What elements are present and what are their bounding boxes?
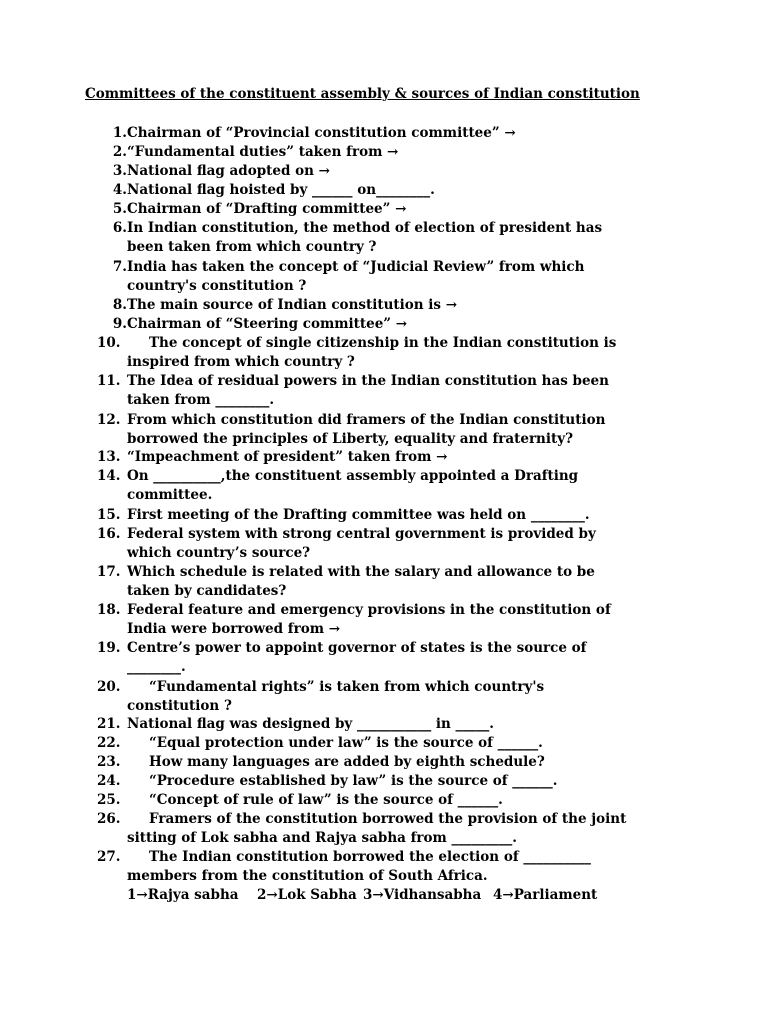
question-text: Centre’s power to appoint governor of states is the source of ________. [127,640,587,676]
question-text: India has taken the concept of “Judicial Review” from which country's constitution ? [127,259,585,295]
question-text: Chairman of “Provincial constitution committee” → [127,125,516,141]
option-2: 2→Lok Sabha [257,887,357,903]
question-item [97,315,637,334]
question-number: 11. [97,373,121,389]
question-text: How many languages are added by eighth schedule? [149,754,545,770]
question-number: 26. [97,811,121,827]
option-4: 4→Parliament [493,887,598,903]
question-number: 19. [97,640,121,656]
question-item [97,639,637,677]
question-number: 9. [112,316,127,332]
question-text: Federal feature and emergency provisions in the constitution of India were borrowed from → [127,602,611,638]
question-text: “Equal protection under law” is the source of ______. [149,735,543,751]
question-text: National flag adopted on → [127,163,330,179]
question-item [97,506,637,525]
question-item [97,678,637,716]
question-text: “Impeachment of president” taken from → [127,449,448,465]
question-text: The Idea of residual powers in the Indian constitution has been taken from ________. [127,373,609,409]
question-text: “Procedure established by law” is the source of ______. [149,773,558,789]
question-item [97,219,637,257]
question-number: 4. [112,182,127,198]
question-item [97,715,637,734]
question-text: National flag hoisted by ______ on________. [127,182,435,198]
document-title: Committees of the constituent assembly & sources of Indian constitution [85,86,640,102]
question-item [97,772,637,791]
question-item [97,296,637,315]
question-item [97,162,637,181]
question-number: 15. [97,507,121,523]
question-number: 6. [112,220,127,236]
question-item [97,525,637,563]
question-number: 1. [112,125,127,141]
option-3: 3→Vidhansabha [363,887,482,903]
question-text: The Indian constitution borrowed the election of __________ members from the constitution of South Africa. [127,849,591,885]
question-number: 2. [112,144,127,160]
question-item [97,734,637,753]
question-number: 17. [97,564,121,580]
question-number: 12. [97,412,121,428]
question-number: 21. [97,716,121,732]
question-text: “Fundamental rights” is taken from which country's constitution ? [127,679,545,715]
question-number: 27. [97,849,121,865]
question-text: Chairman of “Drafting committee” → [127,201,407,217]
question-item [97,563,637,601]
question-number: 25. [97,792,121,808]
question-item [97,448,637,467]
question-text: Which schedule is related with the salary and allowance to be taken by candidates? [127,564,595,600]
question-item [97,601,637,639]
question-item [97,372,637,410]
question-number: 10. [97,335,121,351]
answer-options [127,886,597,905]
question-text: First meeting of the Drafting committee was held on ________. [127,507,590,523]
question-item [97,753,637,772]
question-number: 13. [97,449,121,465]
question-item [97,258,637,296]
question-text: On __________,the constituent assembly appointed a Drafting committee. [127,468,579,504]
question-item [97,467,637,505]
question-text: Federal system with strong central government is provided by which country’s source? [127,526,596,562]
question-item [97,810,637,848]
question-text: “Concept of rule of law” is the source of ______. [149,792,503,808]
question-number: 24. [97,773,121,789]
question-text: The main source of Indian constitution is → [127,297,458,313]
question-text: Framers of the constitution borrowed the provision of the joint sitting of Lok sabha and Rajya sabha from _________. [127,811,627,847]
question-item [97,334,637,372]
question-text: Chairman of “Steering committee” → [127,316,408,332]
question-number: 7. [112,259,127,275]
question-item [97,411,637,449]
question-item [97,181,637,200]
question-number: 3. [112,163,127,179]
question-number: 22. [97,735,121,751]
question-item [97,791,637,810]
question-text: The concept of single citizenship in the Indian constitution is inspired from which country ? [127,335,617,371]
question-text: In Indian constitution, the method of election of president has been taken from which country ? [127,220,603,256]
question-number: 23. [97,754,121,770]
question-item [97,848,637,886]
question-number: 5. [112,201,127,217]
question-number: 8. [112,297,127,313]
question-text: “Fundamental duties” taken from → [127,144,399,160]
question-number: 20. [97,679,121,695]
question-text: National flag was designed by ___________ in _____. [127,716,494,732]
question-text: From which constitution did framers of the Indian constitution borrowed the principles of Liberty, equality and fraternity? [127,412,606,448]
question-number: 16. [97,526,121,542]
option-1: 1→Rajya sabha [127,887,239,903]
question-number: 14. [97,468,121,484]
question-item [97,200,637,219]
question-item [97,143,637,162]
question-number: 18. [97,602,121,618]
question-item [97,124,637,143]
